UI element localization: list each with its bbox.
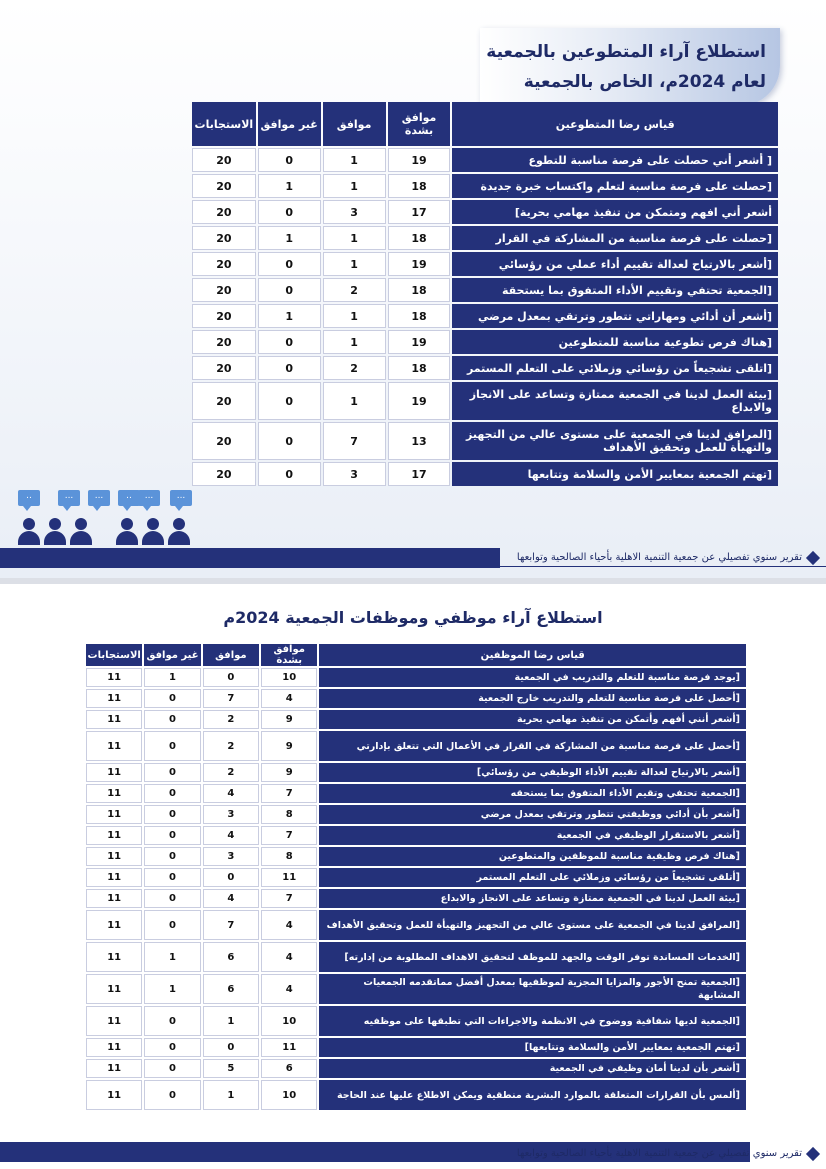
cell-responses: 11: [86, 668, 142, 687]
table-row: [192, 330, 778, 354]
row-question: أشعر أني افهم ومتمكن من تنفيذ مهامي بحرية]: [452, 200, 778, 224]
table-row: [86, 689, 746, 708]
cell-strongly-agree: 19: [388, 382, 451, 420]
header-disagree: غير موافق: [258, 102, 321, 146]
cell-strongly-agree: 7: [261, 784, 317, 803]
cell-disagree: 0: [144, 731, 200, 761]
cell-strongly-agree: 4: [261, 910, 317, 940]
cell-agree: 1: [323, 226, 386, 250]
table-row: [192, 252, 778, 276]
row-question: [أشعر أن أدائي ومهاراتي تتطور وترتقي بمعدل مرضي: [452, 304, 778, 328]
cell-disagree: 0: [144, 1038, 200, 1057]
cell-strongly-agree: 4: [261, 689, 317, 708]
page-title: استطلاع آراء موظفي وموظفات الجمعية 2024م: [223, 608, 603, 627]
table-row: [192, 148, 778, 172]
table-row: [86, 805, 746, 824]
cell-agree: 5: [203, 1059, 259, 1078]
cell-disagree: 0: [144, 1006, 200, 1036]
cell-responses: 20: [192, 278, 256, 302]
cell-disagree: 0: [144, 868, 200, 887]
diamond-icon: [806, 550, 820, 564]
cell-disagree: 0: [144, 826, 200, 845]
cell-disagree: 0: [258, 200, 321, 224]
person-icon: [116, 518, 138, 545]
title-banner: [480, 28, 780, 106]
cell-strongly-agree: 18: [388, 174, 451, 198]
cell-agree: 3: [323, 200, 386, 224]
cell-agree: 4: [203, 784, 259, 803]
cell-disagree: 0: [144, 689, 200, 708]
row-question: [أتلقى تشجيعاً من رؤسائي وزملائي على التعلم المستمر: [319, 868, 746, 887]
cell-disagree: 0: [258, 356, 321, 380]
cell-agree: 2: [323, 356, 386, 380]
person-icon: [168, 518, 190, 545]
cell-responses: 20: [192, 174, 256, 198]
table-row: [192, 174, 778, 198]
header-measure: قياس رضا المتطوعين: [452, 102, 778, 146]
cell-responses: 11: [86, 763, 142, 782]
cell-strongly-agree: 9: [261, 731, 317, 761]
cell-agree: 6: [203, 974, 259, 1004]
speech-bubble-icon: ...: [170, 490, 192, 506]
cell-responses: 11: [86, 805, 142, 824]
row-question: [الجمعية تحتفي وتقييم الأداء المتفوق بما يستحقة: [452, 278, 778, 302]
cell-responses: 20: [192, 330, 256, 354]
cell-responses: 20: [192, 382, 256, 420]
table-row: [192, 422, 778, 460]
row-question: [أشعر بالاستقرار الوظيفي في الجمعية: [319, 826, 746, 845]
row-question: [اتلقى تشجيعاً من رؤسائي وزملائي على التعلم المستمر: [452, 356, 778, 380]
cell-responses: 20: [192, 356, 256, 380]
row-question: [المرافق لدينا في الجمعية على مستوى عالي من التجهيز والتهيأة للعمل وتحقيق الأهداف: [452, 422, 778, 460]
table-row: [192, 462, 778, 486]
cell-strongly-agree: 4: [261, 974, 317, 1004]
cell-disagree: 0: [258, 462, 321, 486]
row-question: [بيئة العمل لدينا في الجمعية ممتازة وتساعد على الانجاز والابداع: [452, 382, 778, 420]
cell-agree: 4: [203, 889, 259, 908]
cell-strongly-agree: 17: [388, 200, 451, 224]
cell-disagree: 0: [258, 422, 321, 460]
cell-disagree: 0: [144, 784, 200, 803]
cell-strongly-agree: 18: [388, 304, 451, 328]
table-row: [86, 763, 746, 782]
row-question: [أحصل على فرصة مناسبة من المشاركة في القرار في الأعمال التي تتعلق بإدارتي: [319, 731, 746, 761]
row-question: [أشعر بأن أدائي ووظيفتي تتطور وترتقي بمعدل مرضي: [319, 805, 746, 824]
row-question: [يوجد فرصة مناسبة للتعلم والتدريب في الجمعية: [319, 668, 746, 687]
row-question: [الجمعية تمنح الأجور والمزايا المجزية لموظفيها بمعدل أفضل مماتقدمه الجمعيات المشابهة: [319, 974, 746, 1004]
table-row: [86, 974, 746, 1004]
table-row: [192, 200, 778, 224]
person-icon: [44, 518, 66, 545]
cell-agree: 2: [203, 763, 259, 782]
cell-strongly-agree: 8: [261, 847, 317, 866]
cell-agree: 7: [323, 422, 386, 460]
cell-agree: 1: [203, 1080, 259, 1110]
cell-disagree: 0: [144, 763, 200, 782]
row-question: [حصلت على فرصة مناسبة لتعلم واكتساب خبرة جديدة: [452, 174, 778, 198]
volunteer-satisfaction-table: [190, 100, 780, 488]
person-icon: [142, 518, 164, 545]
row-question: [أشعر بأن لدينا أمان وظيفي في الجمعية: [319, 1059, 746, 1078]
cell-disagree: 0: [144, 1080, 200, 1110]
cell-strongly-agree: 9: [261, 763, 317, 782]
cell-responses: 20: [192, 422, 256, 460]
cell-strongly-agree: 10: [261, 1006, 317, 1036]
cell-responses: 11: [86, 868, 142, 887]
cell-agree: 3: [323, 462, 386, 486]
cell-strongly-agree: 7: [261, 826, 317, 845]
row-question: [ألمس بأن القرارات المتعلقة بالموارد البشرية منطقية ويمكن الاطلاع عليها عند الحاجة: [319, 1080, 746, 1110]
cell-agree: 2: [203, 731, 259, 761]
volunteer-survey-page: [0, 0, 826, 578]
cell-responses: 11: [86, 826, 142, 845]
row-question: [أحصل على فرصة مناسبة للتعلم والتدريب خارج الجمعية: [319, 689, 746, 708]
cell-strongly-agree: 17: [388, 462, 451, 486]
footer-bar: [0, 548, 500, 568]
header-agree: موافق: [323, 102, 386, 146]
header-strongly-agree: موافق بشدة: [261, 644, 317, 666]
cell-disagree: 1: [144, 974, 200, 1004]
row-question: [المرافق لدينا في الجمعية على مستوى عالي من التجهيز والتهيأة للعمل وتحقيق الأهداف: [319, 910, 746, 940]
cell-responses: 20: [192, 252, 256, 276]
table-row: [86, 1059, 746, 1078]
cell-responses: 20: [192, 148, 256, 172]
cell-disagree: 1: [258, 226, 321, 250]
table-row: [86, 1080, 746, 1110]
cell-responses: 11: [86, 889, 142, 908]
cell-strongly-agree: 18: [388, 278, 451, 302]
row-question: [بيئة العمل لدينا في الجمعية ممتازة وتساعد على الانجاز والابداع: [319, 889, 746, 908]
page-footer: [517, 1148, 818, 1159]
cell-strongly-agree: 8: [261, 805, 317, 824]
cell-responses: 11: [86, 1006, 142, 1036]
header-disagree: غير موافق: [144, 644, 200, 666]
cell-agree: 0: [203, 668, 259, 687]
cell-strongly-agree: 10: [261, 668, 317, 687]
cell-responses: 11: [86, 1059, 142, 1078]
cell-disagree: 0: [144, 889, 200, 908]
cell-strongly-agree: 13: [388, 422, 451, 460]
cell-disagree: 0: [144, 847, 200, 866]
speech-bubble-icon: ..: [118, 490, 140, 506]
table-row: [86, 826, 746, 845]
table-row: [192, 356, 778, 380]
cell-responses: 20: [192, 304, 256, 328]
header-responses: الاستجابات: [86, 644, 142, 666]
table-row: [86, 1038, 746, 1057]
people-illustration: [14, 490, 194, 550]
table-header-row: [86, 644, 746, 666]
cell-strongly-agree: 11: [261, 1038, 317, 1057]
speech-bubble-icon: ..: [18, 490, 40, 506]
table-body: [192, 148, 778, 486]
cell-responses: 11: [86, 1038, 142, 1057]
employee-satisfaction-table: [84, 642, 748, 1112]
cell-agree: 7: [203, 910, 259, 940]
cell-responses: 11: [86, 1080, 142, 1110]
cell-strongly-agree: 19: [388, 148, 451, 172]
header-agree: موافق: [203, 644, 259, 666]
row-question: [هناك فرص تطوعية مناسبة للمتطوعين: [452, 330, 778, 354]
page-footer: [517, 552, 818, 563]
footer-divider: [0, 566, 826, 567]
table-row: [192, 278, 778, 302]
cell-agree: 1: [323, 252, 386, 276]
person-icon: [70, 518, 92, 545]
person-icon: [18, 518, 40, 545]
cell-agree: 3: [203, 847, 259, 866]
employee-survey-page: [0, 584, 826, 1169]
cell-agree: 2: [203, 710, 259, 729]
table-row: [86, 889, 746, 908]
speech-bubble-icon: ...: [58, 490, 80, 506]
cell-agree: 1: [323, 174, 386, 198]
cell-agree: 3: [203, 805, 259, 824]
cell-strongly-agree: 18: [388, 226, 451, 250]
table-row: [86, 784, 746, 803]
cell-disagree: 0: [144, 710, 200, 729]
speech-bubble-icon: ...: [138, 490, 160, 506]
page-subtitle: لعام 2024م، الخاص بالجمعية: [523, 72, 766, 92]
row-question: [حصلت على فرصة مناسبة من المشاركة في القرار: [452, 226, 778, 250]
cell-agree: 7: [203, 689, 259, 708]
row-question: [الجمعية تحتفي وتقيم الأداء المتفوق بما يستحقه: [319, 784, 746, 803]
cell-responses: 11: [86, 910, 142, 940]
cell-responses: 11: [86, 942, 142, 972]
cell-agree: 1: [323, 304, 386, 328]
cell-agree: 0: [203, 1038, 259, 1057]
table-row: [192, 382, 778, 420]
cell-responses: 11: [86, 731, 142, 761]
table-row: [86, 731, 746, 761]
cell-responses: 11: [86, 710, 142, 729]
cell-agree: 6: [203, 942, 259, 972]
table-body: [86, 668, 746, 1110]
cell-responses: 11: [86, 689, 142, 708]
table-row: [192, 304, 778, 328]
cell-responses: 20: [192, 226, 256, 250]
table-row: [192, 226, 778, 250]
table-row: [86, 910, 746, 940]
cell-agree: 0: [203, 868, 259, 887]
diamond-icon: [806, 1146, 820, 1160]
cell-disagree: 0: [144, 1059, 200, 1078]
cell-disagree: 0: [144, 910, 200, 940]
cell-strongly-agree: 4: [261, 942, 317, 972]
header-responses: الاستجابات: [192, 102, 256, 146]
cell-responses: 20: [192, 462, 256, 486]
table-row: [86, 668, 746, 687]
footer-text: تقرير سنوي تفصيلي عن جمعية التنمية الاهلية بأحياء الصالحية وتوابعها: [516, 1148, 802, 1159]
cell-disagree: 0: [144, 805, 200, 824]
cell-agree: 4: [203, 826, 259, 845]
cell-disagree: 0: [258, 278, 321, 302]
table-header-row: [192, 102, 778, 146]
cell-responses: 11: [86, 847, 142, 866]
cell-strongly-agree: 11: [261, 868, 317, 887]
row-question: [أشعر بالارتياح لعدالة تقييم أداء عملي من رؤسائي: [452, 252, 778, 276]
row-question: [هناك فرص وظيفية مناسبة للموظفين والمتطوعين: [319, 847, 746, 866]
cell-disagree: 0: [258, 148, 321, 172]
cell-strongly-agree: 9: [261, 710, 317, 729]
cell-disagree: 0: [258, 330, 321, 354]
cell-strongly-agree: 10: [261, 1080, 317, 1110]
row-question: [تهتم الجمعية بمعايير الأمن والسلامة وتتابعها: [452, 462, 778, 486]
cell-disagree: 0: [258, 382, 321, 420]
cell-agree: 1: [323, 148, 386, 172]
row-question: [تهتم الجمعية بمعايير الأمن والسلامة وتتابعها]: [319, 1038, 746, 1057]
row-question: [أشعر أنني أفهم وأتمكن من تنفيذ مهامي بحرية: [319, 710, 746, 729]
table-row: [86, 710, 746, 729]
cell-disagree: 1: [144, 668, 200, 687]
cell-disagree: 1: [144, 942, 200, 972]
table-row: [86, 942, 746, 972]
table-row: [86, 847, 746, 866]
cell-strongly-agree: 6: [261, 1059, 317, 1078]
page-title: استطلاع آراء المتطوعين بالجمعية: [486, 42, 766, 62]
cell-disagree: 1: [258, 174, 321, 198]
cell-strongly-agree: 19: [388, 330, 451, 354]
row-question: [أشعر بالارتياح لعدالة تقييم الأداء الوظيفي من رؤسائي]: [319, 763, 746, 782]
cell-agree: 1: [203, 1006, 259, 1036]
table-row: [86, 868, 746, 887]
row-question: [الخدمات المساندة توفر الوقت والجهد للموظف لتحقيق الاهداف المطلوبة من إدارته]: [319, 942, 746, 972]
footer-text: تقرير سنوي تفصيلي عن جمعية التنمية الاهلية بأحياء الصالحية وتوابعها: [516, 552, 802, 563]
cell-responses: 11: [86, 974, 142, 1004]
speech-bubble-icon: ...: [88, 490, 110, 506]
cell-strongly-agree: 19: [388, 252, 451, 276]
cell-agree: 2: [323, 278, 386, 302]
cell-strongly-agree: 7: [261, 889, 317, 908]
header-measure: قياس رضا الموظفين: [319, 644, 746, 666]
cell-responses: 20: [192, 200, 256, 224]
cell-responses: 11: [86, 784, 142, 803]
cell-agree: 1: [323, 330, 386, 354]
cell-strongly-agree: 18: [388, 356, 451, 380]
header-strongly-agree: موافق بشدة: [388, 102, 451, 146]
cell-disagree: 1: [258, 304, 321, 328]
row-question: [الجمعية لديها شفافية ووضوح في الانظمة والاجراءات التي تطبقها على موظفيه: [319, 1006, 746, 1036]
row-question: [ أشعر أني حصلت على فرصة مناسبة للتطوع: [452, 148, 778, 172]
cell-disagree: 0: [258, 252, 321, 276]
cell-agree: 1: [323, 382, 386, 420]
table-row: [86, 1006, 746, 1036]
